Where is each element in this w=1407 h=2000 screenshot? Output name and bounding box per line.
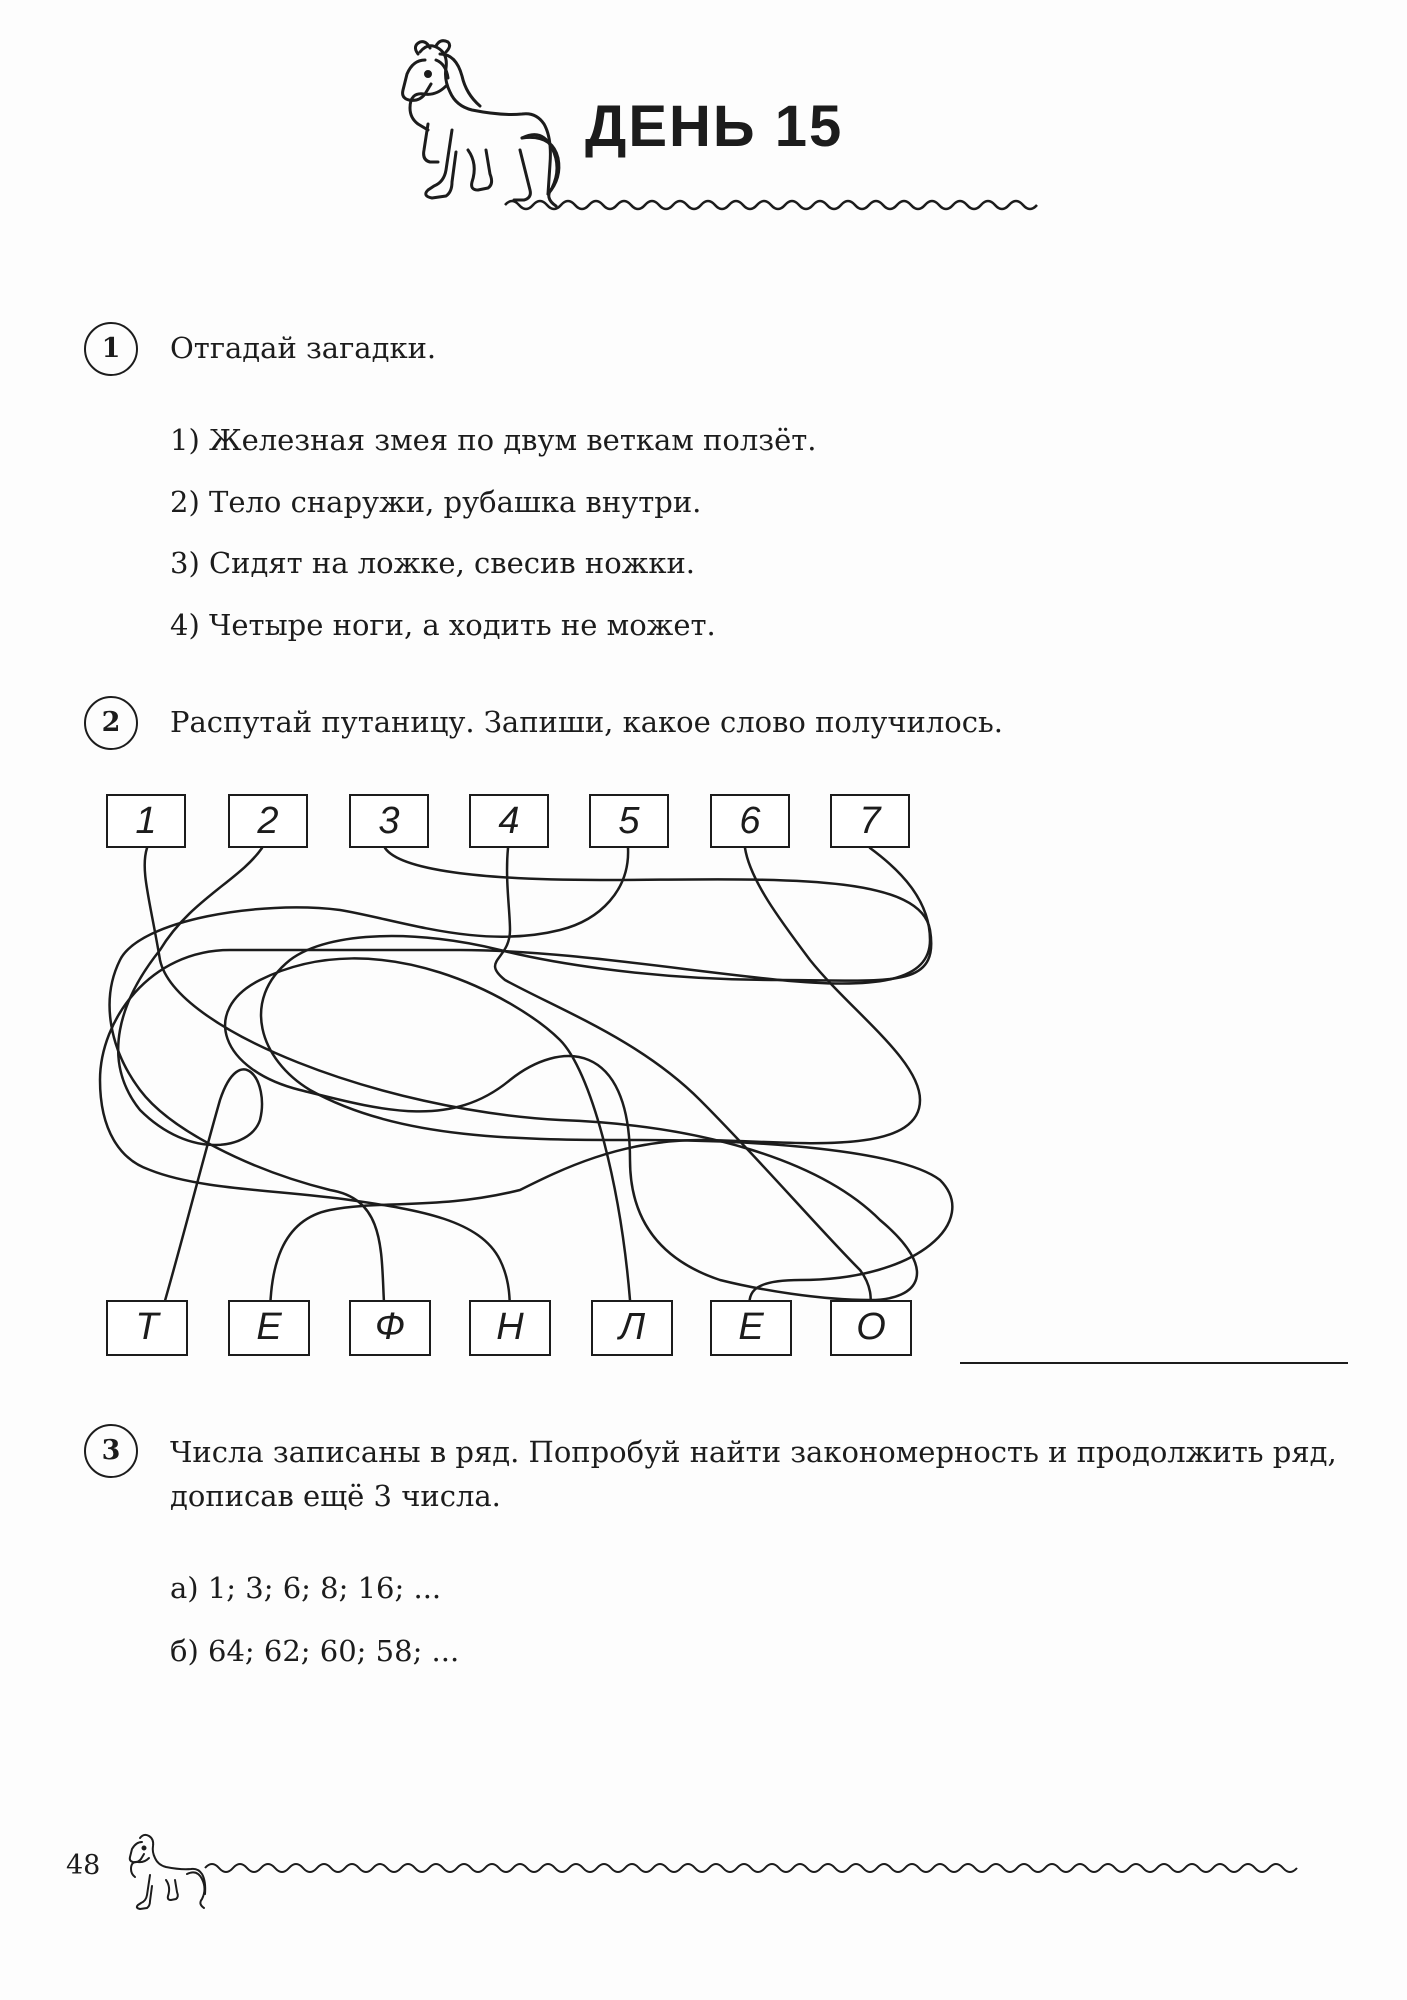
task-2-number: 2 (84, 696, 138, 750)
tangle-letter-box: Л (591, 1300, 673, 1356)
task-1-number: 1 (84, 322, 138, 376)
tangle-number-box: 6 (710, 794, 790, 848)
task-3-number: 3 (84, 1424, 138, 1478)
tangle-number-box: 2 (228, 794, 308, 848)
task-1-instruction: Отгадай загадки. (170, 331, 437, 365)
riddle-2: 2) Тело снаружи, рубашка внутри. (170, 485, 702, 519)
tangle-number-box: 1 (106, 794, 186, 848)
footer-wavy-line (205, 1864, 1297, 1872)
page-number: 48 (66, 1850, 101, 1881)
tangle-number-box: 4 (469, 794, 549, 848)
tangle-letter-box: О (830, 1300, 912, 1356)
horse-icon (130, 1835, 205, 1909)
tangle-letter-box: Н (469, 1300, 551, 1356)
tangle-letter-box: Т (106, 1300, 188, 1356)
tangle-letter-box: Е (710, 1300, 792, 1356)
tangle-number-box: 7 (830, 794, 910, 848)
number-series-b: б) 64; 62; 60; 58; ... (170, 1634, 460, 1668)
tangle-letter-box: Ф (349, 1300, 431, 1356)
tangle-number-box: 3 (349, 794, 429, 848)
riddle-3: 3) Сидят на ложке, свесив ножки. (170, 546, 696, 580)
riddle-4: 4) Четыре ноги, а ходить не может. (170, 608, 716, 642)
task-3-instruction-line-2: дописав ещё 3 числа. (170, 1479, 501, 1513)
tangle-number-box: 5 (589, 794, 669, 848)
task-2-instruction: Распутай путаницу. Запиши, какое слово получилось. (170, 705, 1003, 739)
page-title: ДЕНЬ 15 (585, 94, 844, 159)
tangle-letter-box: Е (228, 1300, 310, 1356)
task-3-instruction-line-1: Числа записаны в ряд. Попробуй найти закономерность и продолжить ряд, (170, 1435, 1337, 1469)
number-series-a: а) 1; 3; 6; 8; 16; ... (170, 1571, 442, 1605)
riddle-1: 1) Железная змея по двум веткам ползёт. (170, 423, 817, 457)
